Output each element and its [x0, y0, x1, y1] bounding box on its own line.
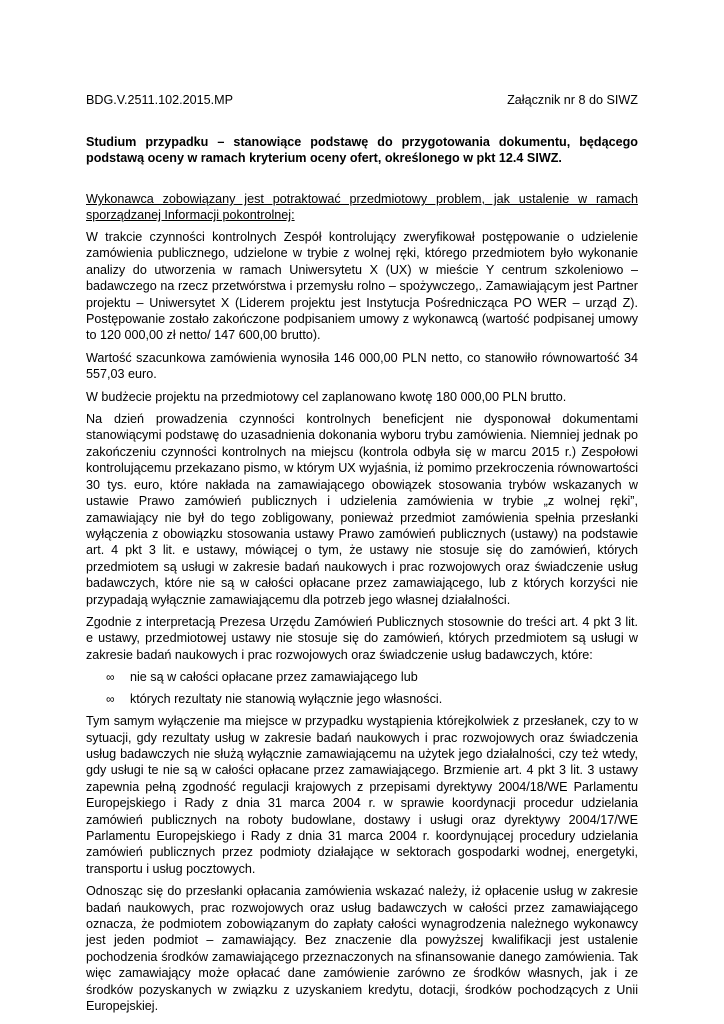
paragraph-payment-condition: Odnosząc się do przesłanki opłacania zamówienia wskazać należy, iż opłacenie usług w zakresie badań naukowych, prac rozwojowych oraz usług badawczych w całości przez zamawiającego oznacza, że podmiotem zobowiązanym do zapłaty całości wynagrodzenia należnego wykonawcy jest jeden podmiot – zamawiający. Bez znaczenie dla powyższej kwalifikacji jest ustalenie pochodzenia środków zamawiającego przeznaczonych na sfinansowanie danego zamówienia. Tak więc zamawiający może opłacać dane zamówienie zarówno ze środków własnych, jak i ze środków pozyskanych w związku z uzyskaniem kredytu, dotacji, środków pochodzących z Unii Europejskiej.	[86, 884, 638, 1014]
bullet-icon: ∞	[106, 692, 115, 707]
attachment-label: Załącznik nr 8 do SIWZ	[507, 93, 638, 107]
intro-instruction: Wykonawca zobowiązany jest potraktować przedmiotowy problem, jak ustalenie w ramach sporządzanej Informacji pokontrolnej:	[86, 192, 638, 222]
list-item	[86, 691, 638, 707]
list-item	[86, 669, 638, 685]
paragraph-project-budget: W budżecie projektu na przedmiotowy cel zaplanowano kwotę 180 000,00 PLN brutto.	[86, 389, 567, 404]
document-header	[86, 92, 638, 108]
paragraph-estimated-value: Wartość szacunkowa zamówienia wynosiła 146 000,00 PLN netto, co stanowiło równowartość 34 557,03 euro.	[86, 350, 638, 382]
exclusion-conditions-list	[86, 669, 638, 707]
list-item-text: których rezultaty nie stanowią wyłącznie jego własności.	[130, 692, 443, 707]
list-item-text: nie są w całości opłacane przez zamawiającego lub	[130, 670, 418, 685]
paragraph-uzp-interpretation: Zgodnie z interpretacją Prezesa Urzędu Zamówień Publicznych stosownie do treści art. 4 pkt 3 lit. e ustawy, przedmiotowej ustawy nie stosuje się do zamówień, których przedmiotem są usługi w zakresie badań naukowych i prac rozwojowych oraz świadczenie usług badawczych, które:	[86, 614, 638, 662]
paragraph-beneficiary-explanation: Na dzień prowadzenia czynności kontrolnych beneficjent nie dysponował dokumentami stanowiącymi podstawę do uzasadnienia dokonania wyboru trybu zamówienia. Niemniej jednak po zakończeniu czynności kontrolnych na miejscu (kontrola odbyła się w marcu 2015 r.) Zespołowi kontrolującemu przekazano pismo, w którym UX wyjaśnia, iż pomimo przekroczenia równowartości 30 tys. euro, które nakłada na zamawiającego obowiązek stosowania trybów wskazanych w ustawie Prawo zamówień publicznych i udzielenia zamówienia w trybie „z wolnej ręki”, zamawiający nie był do tego zobligowany, ponieważ przedmiot zamówienia spełnia przesłanki wyłączenia z obowiązku stosowania ustawy Prawo zamówień publicznych (ustawy) na podstawie art. 4 pkt 3 lit. e ustawy, mówiącej o tym, że ustawy nie stosuje się do zamówień, których przedmiotem są usługi w zakresie badań naukowych i prac rozwojowych oraz świadczenie usług badawczych, które nie są w całości opłacane przez zamawiającego, lub z których korzyści nie przypadają wyłącznie zamawiającemu dla potrzeb jego własnej działalności.	[86, 412, 638, 607]
paragraph-exclusion-scope: Tym samym wyłączenie ma miejsce w przypadku wystąpienia którejkolwiek z przesłanek, czy to w sytuacji, gdy rezultaty usług w zakresie badań naukowych i prac rozwojowych oraz świadczenia usług badawczych nie służą wyłącznie zamawiającemu na użytek jego działalności, czy też wtedy, gdy usługi te nie są w całości opłacane przez zamawiającego. Brzmienie art. 4 pkt 3 lit. 3 ustawy zapewnia pełną zgodność regulacji krajowych z przepisami dyrektywy 2004/18/WE Parlamentu Europejskiego i Rady z dnia 31 marca 2004 r. w sprawie koordynacji procedur udzielania zamówień publicznych na roboty budowlane, dostawy i usługi oraz dyrektywy 2004/17/WE Parlamentu Europejskiego i Rady z dnia 31 marca 2004 r. koordynującej procedury udzielania zamówień publicznych przez podmioty działające w sektorach gospodarki wodnej, energetyki, transportu i usług pocztowych.	[86, 714, 638, 876]
bullet-icon: ∞	[106, 670, 115, 685]
paragraph-control-description: W trakcie czynności kontrolnych Zespół kontrolujący zweryfikował postępowanie o udzielenie zamówienia publicznego, udzielone w trybie z wolnej ręki, którego przedmiotem było wykonanie analizy do utworzenia w ramach Uniwersytetu X (UX) w mieście Y centrum szkoleniowo – badawczego na rzecz przetwórstwa i przemysłu rolno – spożywczego,. Zamawiającym jest Partner projektu – Uniwersytet X (Liderem projektu jest Instytucja Pośrednicząca PO WER – urząd Z). Postępowanie zostało zakończone podpisaniem umowy z wykonawcą (wartość podpisanej umowy to 120 000,00 zł netto/ 147 600,00 brutto).	[86, 230, 638, 343]
document-title: Studium przypadku – stanowiące podstawę do przygotowania dokumentu, będącego podstawą oceny w ramach kryterium oceny ofert, określonego w pkt 12.4 SIWZ.	[86, 135, 638, 165]
reference-number: BDG.V.2511.102.2015.MP	[86, 93, 234, 107]
document-page	[86, 92, 638, 1014]
